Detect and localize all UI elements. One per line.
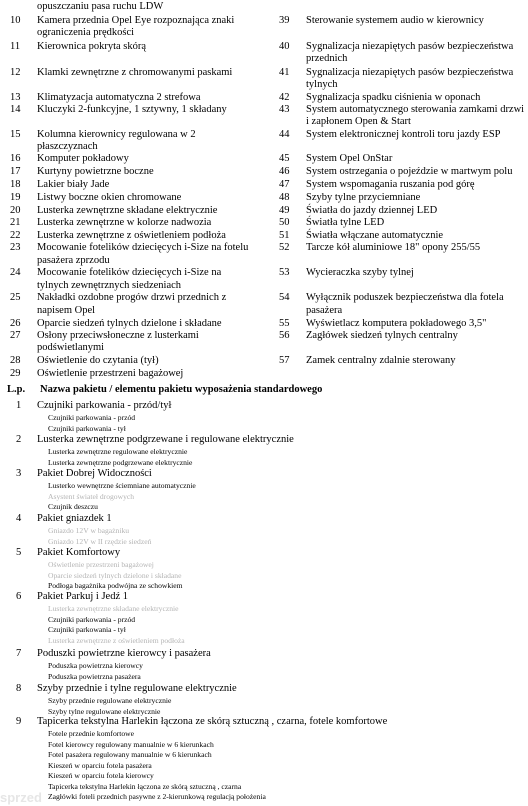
item-text: Wycieraczka szyby tylnej [306,267,414,278]
item-number: 12 [10,67,21,78]
item-number: 16 [10,153,21,164]
item-text: Oświetlenie przestrzeni bagażowej [37,368,184,379]
item-number: 29 [10,368,21,379]
item-number: 52 [279,242,290,253]
item-number: 13 [10,92,21,103]
item-text: Kurtyny powietrzne boczne [37,166,154,177]
item-text: Zamek centralny zdalnie sterowany [306,355,456,366]
item-text: Światła do jazdy dziennej LED [306,205,438,216]
package-number: 9 [16,716,22,727]
item-text: Klimatyzacja automatyczna 2 strefowa [37,92,201,103]
svg-text:sprzed: sprzed [0,790,42,805]
item-text: napisem Opel [37,305,96,316]
package-element: Kieszeń w oparciu fotela pasażera [48,760,152,770]
item-number: 18 [10,179,21,190]
item-text: Sygnalizacja niezapiętych pasów bezpieczeństwa [306,41,514,52]
package-name: Pakiet Parkuj i Jedź 1 [37,591,128,602]
package-name: Tapicerka tekstylna Harlekin łączona ze skórą sztuczną , czarna, fotele komfortowe [37,716,388,727]
item-number: 50 [279,217,290,228]
item-number: 21 [10,217,21,228]
item-text: Komputer pokładowy [37,153,129,164]
item-number: 17 [10,166,21,177]
item-number: 22 [10,230,21,241]
item-text: Mocowanie fotelików dziecięcych i-Size na fotelu [37,242,249,253]
item-number: 19 [10,192,21,203]
item-text: Tarcze kół aluminiowe 18" opony 255/55 [306,242,481,253]
item-number: 39 [279,15,290,26]
package-element: Poduszka powietrzna pasażera [48,671,141,681]
item-text: Osłony przeciwsłoneczne z lusterkami [37,330,199,341]
item-text: System ostrzegania o pojeździe w martwym polu [306,166,513,177]
item-text: Listwy boczne okien chromowane [37,192,182,203]
package-element: Kieszeń w oparciu fotela kierowcy [48,771,154,780]
item-text: Światła włączane automatycznie [306,230,444,241]
item-number: 20 [10,205,21,216]
item-text: Kamera przednia Opel Eye rozpoznająca znaki [37,15,235,26]
item-text: Sterowanie systemem audio w kierownicy [306,15,484,26]
item-number: 15 [10,129,21,140]
header-title: Nazwa pakietu / elementu pakietu wyposażenia standardowego [40,384,323,395]
item-text: Mocowanie fotelików dziecięcych i-Size na [37,267,222,278]
item-number: 27 [10,330,21,341]
package-element: Lusterka zewnętrzne z oświetleniem podłoża [48,635,185,645]
item-number: 11 [10,41,21,52]
package-element: Lusterka zewnętrzne regulowane elektrycznie [48,447,188,456]
package-element: Gniazdo 12V w bagażniku [48,526,130,535]
item-number: 55 [279,318,290,329]
item-number: 46 [279,166,290,177]
package-name: Pakiet Dobrej Widoczności [37,468,152,479]
package-number: 4 [16,513,22,524]
package-element: Lusterka zewnętrzne podgrzewane elektrycznie [48,457,193,467]
item-text: Lakier biały Jade [37,179,110,190]
item-text: Klamki zewnętrzne z chromowanymi paskami [37,67,233,78]
item-number: 56 [279,330,290,341]
item-number: 57 [279,355,290,366]
item-text: Światła tylne LED [306,217,385,228]
item-number: 40 [279,41,290,52]
item-text: Lusterka zewnętrzne składane elektrycznie [37,205,218,216]
package-element: Podłoga bagażnika podwójna ze schowkiem [48,581,183,590]
package-name: Pakiet Komfortowy [37,547,121,558]
package-element: Fotele przednie komfortowe [48,729,135,738]
item-text: Sygnalizacja niezapiętych pasów bezpieczeństwa [306,67,514,78]
item-number: 26 [10,318,21,329]
package-element: Oparcie siedzeń tylnych dzielone i składane [48,570,182,580]
package-number: 2 [16,434,22,445]
item-text: Wyświetlacz komputera pokładowego 3,5" [306,318,487,329]
item-text: Kierownica pokryta skórą [37,41,147,52]
package-name: Pakiet gniazdek 1 [37,513,112,524]
package-number: 5 [16,547,22,558]
item-number: 10 [10,15,21,26]
item-text: przednich [306,53,348,64]
package-number: 1 [16,400,22,411]
package-element: Lusterka zewnętrzne składane elektrycznie [48,604,179,613]
item-text: Kluczyki 2-funkcyjne, 1 sztywny, 1 składany [37,104,227,115]
package-element: Czujniki parkowania - tył [48,625,126,634]
package-element: Szyby tylne regulowane elektrycznie [48,706,161,716]
item-number: 24 [10,267,21,278]
item-text: System Opel OnStar [306,153,393,164]
package-element: Czujniki parkowania - przód [48,614,136,624]
item-text: ograniczenia prędkości [37,27,135,38]
item-number: 28 [10,355,21,366]
item-number: 42 [279,92,290,103]
item-text: Kolumna kierownicy regulowana w 2 [37,129,196,140]
item-text: pasażera zprzodu [37,255,110,266]
item-number: 43 [279,104,290,115]
item-text: pasażera [306,305,343,316]
item-text: Lusterka zewnętrzne w kolorze nadwozia [37,217,212,228]
package-element: Gniazdo 12V w II rzędzie siedzeń [48,536,152,546]
item-text: System elektronicznej kontroli toru jazdy ESP [306,129,501,140]
package-element: Tapicerka tekstylna Harlekin łączona ze skórą sztuczną , czarna [48,781,242,791]
package-element: Czujnik deszczu [48,502,98,511]
package-element: Zagłówki foteli przednich pasywne z 2-kierunkową regulacją położenia [48,792,266,801]
item-number: 49 [279,205,290,216]
item-text: Sygnalizacja spadku ciśnienia w oponach [306,92,481,103]
watermark-logo [0,786,78,806]
item-number: 14 [10,104,21,115]
item-text: Oświetlenie do czytania (tył) [37,355,159,366]
item-text: płaszczyznach [37,141,98,152]
package-element: Szyby przednie regulowane elektrycznie [48,696,172,705]
item-text: Lusterka zewnętrzne z oświetleniem podłoża [37,230,226,241]
package-element: Fotel kierowcy regulowany manualnie w 6 kierunkach [48,739,214,749]
item-number: 41 [279,67,290,78]
package-name: Czujniki parkowania - przód/tył [37,400,172,411]
item-text: opuszczaniu pasa ruchu LDW [37,1,164,12]
header-lp: L.p. [7,384,26,395]
package-element: Czujniki parkowania - tył [48,423,126,433]
package-element: Oświetlenie przestrzeni bagażowej [48,560,154,569]
package-number: 7 [16,648,22,659]
item-number: 54 [279,292,290,303]
item-number: 51 [279,230,290,241]
package-number: 8 [16,683,22,694]
item-text: Zagłówek siedzeń tylnych centralny [306,330,458,341]
package-element: Asystent świateł drogowych [48,491,135,501]
item-number: 45 [279,153,290,164]
item-number: 48 [279,192,290,203]
package-name: Lusterka zewnętrzne podgrzewane i regulowane elektrycznie [37,434,294,445]
item-number: 23 [10,242,21,253]
item-text: tylnych [306,79,338,90]
item-number: 53 [279,267,290,278]
item-text: podświetlanymi [37,342,105,353]
item-number: 25 [10,292,21,303]
item-text: Oparcie siedzeń tylnych dzielone i składane [37,318,222,329]
package-number: 6 [16,591,22,602]
item-text: Wyłącznik poduszek bezpieczeństwa dla fotela [306,292,504,303]
item-text: i zapłonem Open & Start [306,116,411,127]
package-element: Poduszka powietrzna kierowcy [48,661,143,670]
item-text: Szyby tylne przyciemniane [306,192,421,203]
package-number: 3 [16,468,22,479]
package-name: Szyby przednie i tylne regulowane elektrycznie [37,683,237,694]
item-number: 44 [279,129,290,140]
item-text: Nakładki ozdobne progów drzwi przednich z [37,292,227,303]
item-text: System automatycznego sterowania zamkami drzwi [306,104,525,115]
item-number: 47 [279,179,290,190]
package-element: Fotel pasażera regulowany manualnie w 6 kierunkach [48,750,212,759]
package-element: Lusterko wewnętrzne ściemniane automatycznie [48,481,196,490]
package-name: Poduszki powietrzne kierowcy i pasażera [37,648,211,659]
item-text: tylnych zewnętrznych siedzeniach [37,280,182,291]
item-text: System wspomagania ruszania pod górę [306,179,475,190]
package-element: Czujniki parkowania - przód [48,413,136,422]
